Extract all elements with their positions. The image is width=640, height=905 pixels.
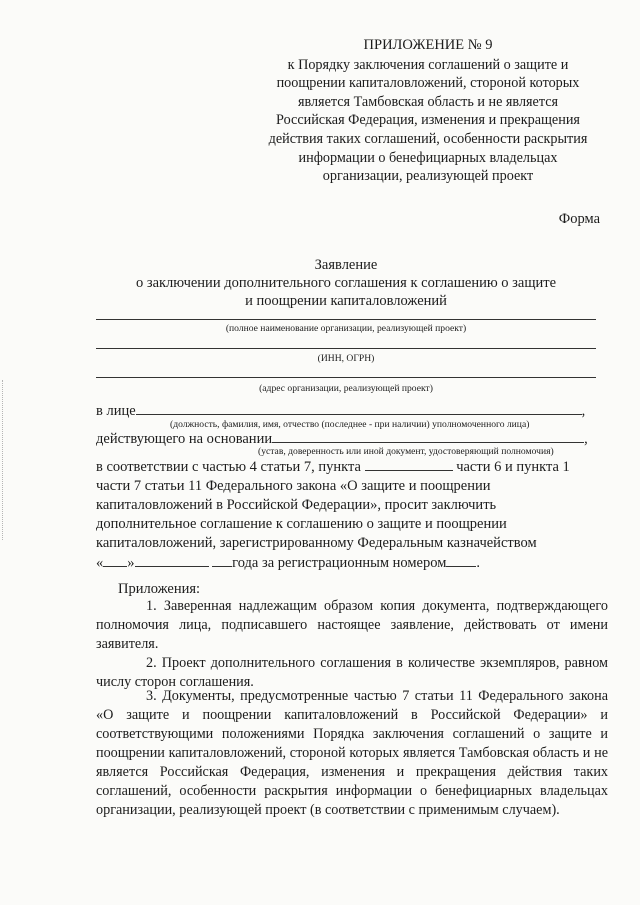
acting-basis-caption: (устав, доверенность или иной документ, удостоверяющий полномочия): [258, 446, 554, 457]
attachments-title: Приложения:: [118, 581, 201, 597]
org-name-field[interactable]: [96, 319, 596, 320]
acting-basis-label: действующего на основании: [96, 431, 273, 447]
header-line: действия таких соглашений, особенности раскрытия: [268, 130, 588, 147]
header-line: поощрении капиталовложений, стороной которых: [276, 75, 580, 92]
clause-number-field[interactable]: [365, 458, 453, 471]
org-name-caption: (полное наименование организации, реализующей проект): [225, 323, 467, 334]
title-line: о заключении дополнительного соглашения к соглашению о защите: [135, 275, 557, 291]
header-line: информации о бенефициарных владельцах: [298, 149, 558, 166]
reg-year-field[interactable]: [212, 554, 232, 567]
reg-day-field[interactable]: [103, 554, 127, 567]
comma: ,: [581, 403, 586, 419]
request-line-3: капиталовложений в Российской Федерации», просит заключить: [96, 497, 497, 513]
address-field[interactable]: [96, 377, 596, 378]
in-person-field[interactable]: [136, 402, 582, 415]
request-line-4: дополнительное соглашение к соглашению о защите и поощрении: [96, 516, 507, 532]
request-line-2: части 7 статьи 11 Федерального закона «О защите и поощрении: [96, 478, 491, 494]
acting-basis-field[interactable]: [272, 430, 584, 443]
form-label: Форма: [558, 211, 600, 227]
request-line-5: капиталовложений, зарегистрированному Федеральным казначейством: [96, 535, 537, 551]
attachment-item: 2. Проект дополнительного соглашения в количестве экземпляров, равном числу сторон соглашения.: [96, 655, 608, 690]
request-line-6: « » года за регистрационным номером .: [96, 555, 481, 571]
scan-margin-marks: [2, 380, 6, 540]
in-person-row: [96, 402, 600, 420]
title-line: и поощрении капиталовложений: [245, 293, 447, 309]
header-line: организации, реализующей проект: [322, 168, 534, 185]
reg-month-field[interactable]: [135, 554, 209, 567]
document-title: [96, 256, 596, 310]
address-caption: (адрес организации, реализующей проект): [259, 383, 433, 394]
appendix-header: [258, 36, 598, 186]
in-person-label: в лице: [96, 403, 136, 419]
in-person-caption: (должность, фамилия, имя, отчество (последнее - при наличии) уполномоченного лица): [170, 419, 530, 430]
reg-number-field[interactable]: [446, 554, 476, 567]
title-line: Заявление: [314, 257, 378, 273]
header-line: к Порядку заключения соглашений о защите и: [287, 56, 569, 73]
request-line-1: в соответствии с частью 4 статьи 7, пункта части 6 и пункта 1: [96, 459, 570, 475]
appendix-number: ПРИЛОЖЕНИЕ № 9: [363, 37, 493, 53]
comma: ,: [584, 431, 588, 447]
header-line: Российская Федерация, изменения и прекращения: [276, 112, 580, 129]
attachment-item: 3. Документы, предусмотренные частью 7 статьи 11 Федерального закона «О защите и поощрении капиталовложений в Российской Федерации» и соответствующими положениями Порядка заключения соглашений о защите и поощрении капиталовложений, стороной которых является Тамбовская область и не является Российская Федерация, изменения и прекращения действия таких соглашений, особенности раскрытия информации о бенефициарных владельцах организации, реализующей проект (в соответствии с применимым случаем).: [96, 688, 608, 818]
inn-ogrn-caption: (ИНН, ОГРН): [317, 353, 375, 364]
attachment-item: 1. Заверенная надлежащим образом копия документа, подтверждающего полномочия лица, подписавшего настоящее заявление, действовать от имени заявителя.: [96, 598, 608, 652]
inn-ogrn-field[interactable]: [96, 348, 596, 349]
header-line: является Тамбовская область и не является: [297, 93, 559, 110]
